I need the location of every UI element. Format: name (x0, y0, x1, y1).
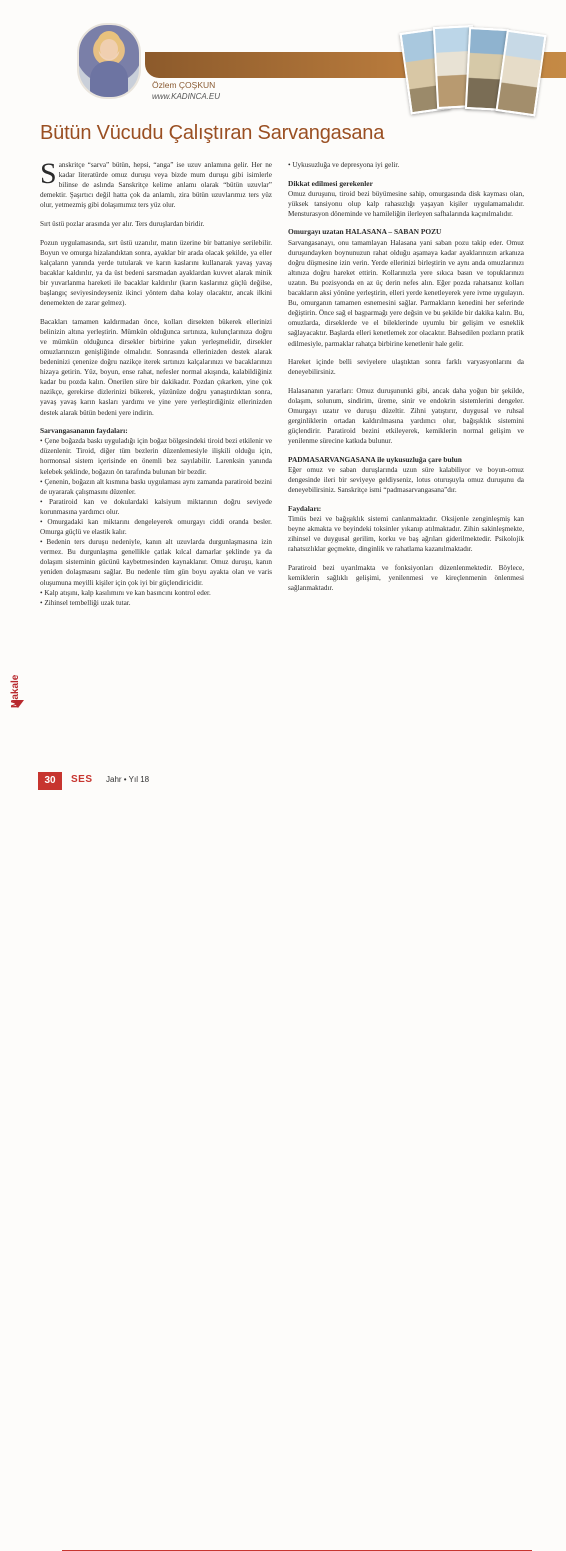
list-item: • Omurgadaki kan miktarını dengeleyerek omurgayı ciddi oranda besler. Omurga güçlü ve elastik kalır. (40, 517, 272, 537)
article-header (0, 0, 566, 120)
continued-list (288, 160, 524, 170)
paragraph: Halasananın yararları: Omuz duruşununki gibi, ancak daha yoğun bir şekilde, dolaşım, solunum, sindirim, üreme, sinir ve endokrin sistemlerini dengeler. Omurgayı uzatır ve duruşu düzeltir. Zihni yatıştırır, duygusal ve ruhsal gerginliklerin ortadan kaldırılmasına yardımcı olur, bağışıklık sistemini güçlendirir. Paratiroid bezini etkileyerek, kemiklerin normal gelişim ve yenilenme sürecine katkıda bulunur. (288, 386, 524, 446)
yoga-photo-collage (405, 24, 555, 116)
issue-label: Jahr • Yıl 18 (102, 775, 153, 784)
paragraph: Pozun uygulamasında, sırt üstü uzanılır, matın üzerine bir battaniye serilebilir. Boyun ve omurga hizalandıktan sonra, ayaklar bir arada olacak şekilde, ya eller kalçaların yanında yerde tutularak ve karın kaslarını kullanarak yavaş yavaş bacaklar kaldırılır, ya da üst bedeni sarsmadan ayaklardan kuvvet alarak minik bir yuvarlanma hareketi ile bacaklar kaldırılır (karın kaslarınız güçlü değilse, başlangıç seviyesindeyseniz ikinci yöntem daha kolay olacaktır, ancak ilkini denemekten de zarar gelmez). (40, 238, 272, 308)
left-column (40, 157, 272, 616)
list-item: • Bedenin ters duruşu nedeniyle, kanın alt uzuvlarda durgunlaşmasına izin vermez. Bu durgunlaşma genellikle çatlak kılcal damarlar şeklinde ya da dolaşım sisteminin gücünü kaybetmesinden kaynaklanır. Omuz duruşu, kanın yeniden dolaşmasını sağlar. Bu nedenle tüm gün boyu ayakta olan ve varis oluşumuna meyilli kişiler için çok iyi bir güçlendiricidir. (40, 537, 272, 587)
caution-heading: Dikkat edilmesi gerekenler (288, 178, 373, 188)
list-item: • Paratiroid kan ve dokulardaki kalsiyum miktarının doğru seviyede korunmasına yardımcı olur. (40, 497, 272, 517)
paragraph: Hareket içinde belli seviyelere ulaştıktan sonra farklı varyasyonlarını da deneyebilirsiniz. (288, 358, 524, 377)
benefits-heading: Sarvangasananın faydaları: (40, 426, 128, 436)
paragraph: Sarvangasanayı, onu tamamlayan Halasana yani saban pozu takip eder. Omuz duruşundayken boynunuzun rahat olduğu aşamaya kadar ayaklarınızın arkanıza doğru düşmesine izin verin. Yerde ellerinizi birleştirin ve aynı anda omuzlarınızı altınıza doğru hareket ettirin. Kollarınızla yere sıkıca basın ve topuklarınızı uzatın. Bu pozisyonda en az üç derin nefes alın. Eğer pozda rahatsanız kolları bacakların aksi yönüne yerleştirin, elleri yerde kenetleyerek yere ivme uygulayın. Bu, omurganın tamamen esnemesini sağlar. Parmakların kenedini her seferinde değiştirin. Önce sağ el başparmağı yere değsin ve bu şekilde bir dakika kalın. Bu, omuzlarda, dirseklerde ve el bileklerinde uyumlu bir gelişim ve esneklik sağlayacaktır. Başlarda elleri kenetlemek zor olacaktır. Bahsedilen pozların pratik edilmesiyle, parmaklar rahatça birbirine kenetlenir hale gelir. (288, 238, 524, 348)
list-item: • Çenenin, boğazın alt kısmına baskı uygulaması aynı zamanda paratiroid bezini de uyararak çalışmasını düzenler. (40, 477, 272, 497)
author-photo (77, 23, 141, 99)
right-column (288, 160, 524, 601)
halasana-heading: Omurgayı uzatan HALASANA – SABAN POZU (288, 227, 442, 237)
paragraph: Omuz duruşunu, tiroid bezi büyümesine sahip, omurgasında disk kayması olan, yüksek tansiyonu olup kalp rahasızlığı yaşayan kişiler uygulamamalıdır. Mensturasyon döneminde ve hamileliğin ilerleyen safhalarında kaçınılmalıdır. (288, 189, 524, 218)
benefits-list (40, 436, 272, 608)
paragraph: Timüs bezi ve bağışıklık sistemi canlanmaktadır. Oksijenle zenginleşmiş kan beyne akmakta ve beyindeki toksinler yıkanıp atılmaktadır. Zihin sakinleşmekte, zihinsel ve duygusal gerilim, korku ve baş ağrıları giderilmektedir. Psikolojik rahatsızlıklar geçmekte, dinginlik ve rahatlama kazanılmaktadır. (288, 514, 524, 554)
paragraph: Paratiroid bezi uyarılmakta ve fonksiyonları düzenlenmektedir. Böylece, kemiklerin sağlıklı gelişimi, yenilenmesi ve kireçlenmenin önlenmesi sağlanmaktadır. (288, 563, 524, 592)
author-photo-head (100, 39, 118, 59)
drop-cap: S (40, 157, 57, 190)
paragraph: Sırt üstü pozlar arasında yer alır. Ters duruşlardan biridir. (40, 219, 205, 228)
intro-paragraph (40, 157, 272, 210)
magazine-logo: SES (68, 774, 96, 785)
padmasarvangasana-heading: PADMASARVANGASANA ile uykusuzluğa çare bulun (288, 454, 462, 464)
author-name: Özlem ÇOŞKUN (152, 80, 216, 90)
list-item: • Çene boğazda baskı uyguladığı için boğaz bölgesindeki tiroid bezi etkilenir ve düzenlenir. Tiroid, diğer tüm bezlerin düzenlemesiyle ilişkili olduğu için, hormonsal sistem içerisinde en önemli bez sayılabilir. Larenksin yanında kelebek şeklinde, boğazın ön tarafında bulunan bir bezdir. (40, 436, 272, 476)
list-item: • Uykusuzluğa ve depresyona iyi gelir. (288, 160, 524, 170)
faydalar-heading: Faydaları: (288, 503, 322, 513)
section-label: Makale (10, 674, 21, 708)
list-item: • Zihinsel tembelliği uzak tutar. (40, 598, 272, 608)
page-number: 30 (38, 772, 62, 790)
author-photo-body (90, 61, 128, 99)
article-title: Bütün Vücudu Çalıştıran Sarvangasana (40, 122, 385, 144)
intro-text: anskritçe “sarva” bütün, hepsi, “anga” ise uzuv anlamına gelir. Her ne kadar literatürde omuz duruşu veya bizde mum duruşu gibi isimlerle bilinse de aslında Sanskritçe kelime anlamı olarak “bütün uzuvlar” demektir. Şaşırtıcı değil hatta çok da anlamlı, zira bütün uzuvlarımız ters yüz olur, yetmezmiş gibi dolaşımımız ters yüz olur. (40, 161, 272, 210)
author-website: www.KADINCA.EU (152, 92, 221, 101)
paragraph: Bacakları tamamen kaldırmadan önce, kolları dirsekten bükerek ellerinizi belinizin altına yerleştirin. Mümkün olduğunca sırtınıza, kulunçlarınıza doğru ve mümkün olduğunca dirsekler birbirine yakın yerleşmelidir, dirsekler omuzlarınızın genişliğinde olmalıdır. Sonrasında ellerinizden destek alarak bedeninizi çenenize doğru nazikçe iterek sırtınızı kalçalarınızı ve bacaklarınızı hizaya getirin. Yüz, boyun, ense rahat, nefesler normal akışında, kalabildiğiniz kadar bu pozda kalın. Önerilen süre bir dakikadır. Pozdan çıkarken, yine çok nazikçe, gerekirse dizlerinizi bükerek, yüzünüze doğru yanaştırdıktan sonra, yavaş yavaş karın kasları yardımı ve yine yere yerleştirdiğiniz ellerinizden destek alarak bütün bedeni yere indirin. (40, 317, 272, 417)
paragraph: Eğer omuz ve saban duruşlarında uzun süre kalabiliyor ve boyun-omuz dengesinde ileri bir seviyeye geldiyseniz, lotus oturuşuyla omuz duruşunu da deneyebilirsiniz. Sanskritçe ismi “padmasarvangasana”dır. (288, 465, 524, 495)
list-item: • Kalp atışını, kalp kasılımını ve kan basıncını kontrol eder. (40, 588, 272, 598)
